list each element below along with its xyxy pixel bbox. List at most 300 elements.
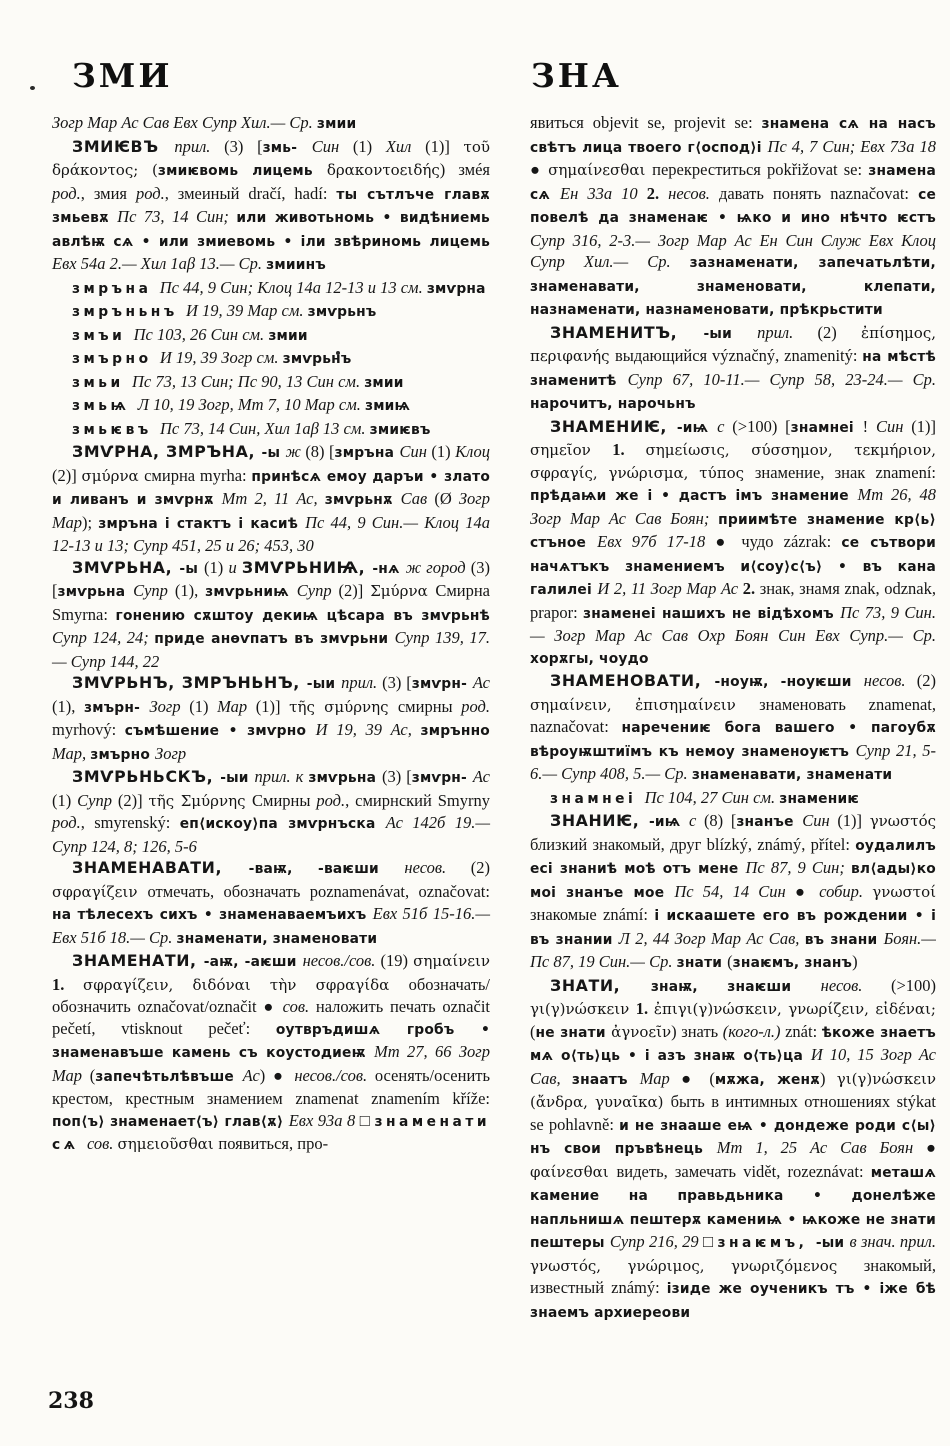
segment-ro: ● чудо zázrak:: [715, 532, 842, 551]
segment-cs: знамена сѧ: [530, 163, 936, 203]
segment-cs: прѣдаѩи же і • дастъ імъ знамение: [530, 488, 858, 504]
segment-it: Ас 142б 19.— Супр 124, 8; 126, 5-6: [52, 813, 490, 856]
segment-cs: знаменавати, знаменати: [691, 767, 893, 783]
segment-it: Супр 124, 24;: [52, 628, 155, 647]
segment-cs: змь-: [262, 139, 312, 156]
segment-ro: , смирнский Smyrny: [345, 790, 490, 810]
segment-gr: δρακοντοειδής: [326, 161, 440, 179]
segment-ro: (1)]: [837, 811, 870, 830]
segment-ro: (Ø: [434, 489, 459, 508]
segment-it: Син: [399, 442, 432, 461]
segment-ro: (1): [52, 790, 78, 810]
segment-cs: знаменеі нашихъ не відѣхомъ: [583, 605, 841, 622]
entry-paragraph: [52, 112, 490, 136]
segment-ro: (8) [: [305, 442, 335, 461]
segment-cs: змиинъ: [266, 257, 326, 273]
segment-hw: ЗНАМЕНОВАТИ,: [550, 671, 715, 690]
entry-paragraph: [52, 766, 490, 857]
segment-it: несов./сов.: [294, 1065, 375, 1085]
column-right: [530, 112, 936, 1324]
segment-it: Мт 2, 11 Ас,: [221, 489, 325, 508]
segment-cs: змѵрн-: [411, 770, 473, 786]
segment-ro: давать понять naznačovat:: [718, 183, 919, 203]
segment-it: Син: [875, 416, 912, 436]
segment-cs: -ноуѭ, -ноуѥши: [714, 674, 864, 690]
segment-gr: σημαίνειν, ἐπισημαίνειν: [530, 695, 760, 714]
entry-paragraph: [530, 810, 936, 975]
segment-cs: съмѣшение • змѵрно: [124, 723, 316, 739]
segment-it: Супр: [77, 790, 118, 810]
segment-it: Пс 87, 9 Син;: [745, 858, 851, 877]
segment-it: род.: [52, 813, 81, 832]
segment-ro: (1),: [52, 696, 84, 716]
segment-b: 1.: [635, 999, 654, 1018]
segment-hw: ЗНАТИ,: [550, 975, 651, 995]
running-head-right: ЗНА: [531, 56, 622, 95]
segment-gr: γνωστός, γνώριμος, γνωριζόμενος: [530, 1256, 864, 1275]
segment-cs: знамнеі: [790, 419, 863, 436]
segment-cs: оутвръдишѧ гробъ • знаменавъше камень съ коустодиеѭ: [52, 1021, 490, 1061]
segment-csp: знаѥмъ,: [717, 1235, 816, 1251]
segment-it: Супр 316, 2-3.— Зогр Мар Ас Ен Син Служ Евх Клоц Супр Хил.— Ср.: [530, 230, 936, 271]
segment-b: 2.: [646, 183, 669, 203]
segment-cs: -аѭ, -аѥши: [203, 954, 303, 970]
segment-ro: (2): [817, 322, 862, 342]
segment-ro: смирна myrha:: [144, 465, 252, 485]
segment-cs: оудалилъ есі знаниѣ моѣ отъ мене: [530, 837, 936, 877]
segment-cs: зазнаменати, запечатьлѣти, знаменавати, знаменовати, клепати, назнаменати, назнаменовати, прѣкрьстити: [530, 255, 936, 318]
segment-ro: (2): [470, 858, 490, 877]
entry-paragraph: [52, 418, 490, 442]
segment-it: (кого-л.): [722, 1021, 786, 1041]
segment-gr: σημειοῦσθαι: [117, 1135, 219, 1153]
segment-ro: □: [703, 1232, 718, 1251]
segment-ro: (3) [: [382, 673, 412, 692]
segment-it: сов.: [282, 997, 316, 1016]
segment-cs: знаменати, знаменовати: [176, 930, 378, 947]
segment-cs: или животьномь • видѣниемь авлѣѭ сѧ • или змиевомь • іли звѣриномь лицемь: [52, 210, 490, 250]
segment-it: несов.: [820, 975, 891, 995]
segment-gr: τῆς Σμύρνης: [148, 791, 253, 810]
entry-paragraph: [52, 857, 490, 950]
entry-paragraph: [52, 300, 490, 324]
segment-it: Супр 67, 10-11.— Супр 58, 23-24.— Ср.: [627, 369, 936, 389]
segment-it: Пс 103, 26 Син см.: [133, 324, 269, 344]
segment-ro: (1)]: [911, 416, 936, 436]
segment-it: прил.: [757, 322, 818, 342]
segment-csp: змьѥвъ: [72, 421, 161, 438]
entry-paragraph: [52, 347, 490, 371]
segment-cs: змии: [316, 116, 357, 132]
segment-it: Супр: [296, 581, 339, 600]
segment-gr: τῆς σμύρνης: [289, 697, 398, 716]
segment-it: собир.: [819, 881, 873, 901]
entry-paragraph: [52, 672, 490, 766]
segment-it: Евх 51б 15-16.— Евх 51б 18.— Ср.: [52, 904, 490, 947]
segment-ro: появиться, про-: [218, 1134, 329, 1153]
segment-it: Л 10, 19 Зогр, Мт 7, 10 Мар см.: [137, 395, 365, 414]
segment-it: Мт 1, 25 Ас Сав Боян: [716, 1138, 927, 1157]
segment-cs: змѵрьнъ: [307, 304, 377, 320]
segment-it: Пс 44, 9 Син.— Клоц 14а 12-13 и 13; Супр 451, 25 и 26; 453, 30: [52, 512, 490, 555]
segment-it: Клоц: [455, 442, 490, 461]
segment-it: Супр 21, 5-6.— Супр 408, 5.— Ср.: [530, 740, 936, 783]
segment-cs: змрънно: [420, 723, 490, 739]
segment-cs: змръна: [334, 445, 400, 461]
segment-it: Мт 27, 66 Зогр Мар: [52, 1042, 490, 1085]
segment-it: прил.: [174, 136, 225, 156]
segment-it: Пс 73, 14 Син, Хил 1аβ 13 см.: [160, 418, 370, 438]
segment-cs: змѵрьнъ: [282, 351, 352, 367]
segment-ro: знамение, знак znamení:: [754, 462, 936, 482]
segment-it: Ас: [472, 767, 490, 786]
segment-ro: осенять/осенить крестом, крестным знамением znamenat znamením kříže:: [52, 1065, 491, 1108]
segment-it: род.: [52, 183, 81, 203]
segment-cs: змиѥвомь лицемь: [157, 163, 327, 179]
segment-cs: мѫжа, женѫ: [714, 1071, 820, 1088]
segment-hw: ЗМѴРНА, ЗМРЪНА,: [72, 442, 262, 461]
segment-ro: выдающийся význačný, znamenitý:: [614, 346, 863, 365]
segment-ro: □: [359, 1110, 375, 1130]
segment-it: Евх 97б 17-18: [597, 532, 716, 551]
segment-cs: меташѧ камение на правьдьника • донелѣже напльнишѧ пештерѫ камениѩ • ѩкоже не знати пештеры: [530, 1164, 936, 1251]
segment-cs: змиѥвъ: [369, 421, 431, 438]
segment-ro: (1)]: [425, 136, 464, 156]
segment-gr: γι(γ)νώσκειν (ἄνδρα, γυναῖκα): [530, 1069, 936, 1111]
segment-cs: змии: [268, 327, 308, 344]
entry-paragraph: [530, 416, 936, 671]
segment-ro: быть в интимных отношениях stýkat se pohlavně:: [530, 1092, 936, 1134]
segment-cs: поп⟨ъ⟩ знаменает⟨ъ⟩ глав⟨ѫ⟩: [52, 1113, 289, 1130]
segment-hw: ЗМѴРЬНИѨ,: [241, 557, 373, 577]
segment-ro: , змеиный dračí, hadí:: [164, 183, 337, 203]
segment-it: род.: [135, 183, 165, 203]
segment-ro: (: [89, 1065, 96, 1085]
segment-gr: σφραγίζειν, διδόναι τὴν σφραγίδα: [83, 975, 409, 994]
segment-it: И 19, 39 Ас,: [315, 720, 421, 739]
segment-it: и: [228, 557, 242, 577]
entry-paragraph: [52, 324, 490, 348]
segment-ro: (1): [352, 136, 386, 156]
segment-ro: ● (: [681, 1068, 715, 1088]
segment-gr: γνωστός: [869, 812, 937, 830]
segment-ro: );: [82, 512, 99, 532]
segment-ro: Смирна Smyrna:: [52, 581, 491, 624]
segment-it: Пс 73, 14 Син;: [117, 207, 237, 226]
segment-gr: σημαίνειν: [413, 952, 490, 970]
segment-cs: -ы: [179, 560, 205, 577]
segment-cs: змръна і стактъ і касиѣ: [98, 515, 306, 532]
segment-gr: ἐπίσημος, περιφανής: [530, 323, 936, 365]
segment-it: И 19, 39 Мар см.: [186, 301, 308, 320]
segment-it: несов.: [404, 858, 471, 877]
segment-ro: ): [852, 952, 858, 971]
segment-hw: ЗМѴРЬНЪ, ЗМРЪНЬНЪ,: [72, 673, 307, 692]
segment-cs: змѵрн-: [411, 676, 473, 692]
segment-cs: въ знани: [804, 931, 884, 948]
segment-hw: ЗНАМЕНАТИ,: [72, 951, 204, 970]
segment-gr: σμύρνα: [81, 466, 145, 485]
segment-ro: ●: [794, 881, 820, 901]
segment-ro: (8) [: [703, 811, 737, 830]
segment-it: Супр 139, 17.— Супр 144, 22: [52, 628, 490, 671]
segment-cs: знаѭ, знаѥши: [650, 978, 821, 995]
segment-it: Син: [311, 136, 353, 156]
segment-cs: знаатъ: [571, 1071, 640, 1088]
entry-paragraph: [52, 557, 490, 673]
segment-hw: ЗНАМЕНАВАТИ,: [72, 858, 249, 877]
segment-b: 1.: [612, 440, 646, 459]
segment-cs: еп⟨искоу⟩па змѵрнъска: [179, 816, 386, 832]
segment-gr: σημεῖον: [530, 441, 613, 459]
segment-ro: (1): [204, 557, 229, 577]
segment-it: Евх 54а 2.— Хил 1аβ 13.— Ср.: [52, 254, 267, 273]
segment-csp: змъи: [72, 327, 134, 344]
segment-it: Евх 93а 8: [288, 1110, 360, 1130]
segment-it: ж город: [405, 557, 471, 577]
segment-hw: ЗМѴРЬНЬСКЪ,: [72, 767, 221, 786]
segment-hw: ЗНАМЕНИѤ,: [550, 416, 677, 436]
segment-ro: ) знать: [671, 1021, 723, 1041]
running-head-left: ЗМИ: [72, 56, 173, 95]
segment-it: Мар,: [52, 743, 91, 763]
segment-ro: (>100) [: [732, 416, 791, 436]
segment-cs: не знати: [535, 1024, 612, 1041]
segment-it: Пс 73, 9 Син.— Зогр Мар Ас Сав Охр Боян Син Евх Супр.— Ср.: [530, 602, 936, 645]
segment-it: Ен 33а 10: [560, 183, 647, 203]
segment-it: род.: [316, 790, 346, 810]
segment-it: род.: [461, 696, 491, 716]
entry-paragraph: [530, 112, 936, 322]
segment-it: несов./сов.: [302, 951, 381, 970]
segment-gr: ἐπιγι(γ)νώσκειν, γνωρίζειν, εἰδέναι;: [653, 1000, 936, 1018]
column-left: [52, 112, 490, 1157]
segment-it: сов.: [86, 1134, 118, 1153]
segment-gr: τοῦ δράκοντος; (: [52, 137, 490, 179]
segment-cs: -ваѭ, -ваѥши: [248, 861, 405, 877]
segment-it: Зогр Мар: [52, 489, 490, 532]
segment-it: ж: [285, 442, 306, 461]
segment-ro: (2)]: [338, 581, 371, 600]
segment-it: Пс 44, 9 Син; Клоц 14а 12-13 и 13 см.: [159, 277, 427, 297]
entry-paragraph: [52, 277, 490, 301]
segment-csp: змьѩ: [72, 398, 138, 414]
segment-cs: змѵрьна: [57, 584, 134, 600]
segment-cs: змѵрьниѩ: [205, 584, 297, 600]
segment-cs: і искаашете его въ рождении • і въ знании: [530, 908, 936, 948]
segment-csp: знамнеі: [550, 790, 645, 807]
segment-ro: (2)]: [117, 790, 149, 810]
segment-cs: -ыи: [220, 770, 255, 786]
segment-ro: (1)]: [255, 696, 290, 716]
segment-csp: змръньнъ: [72, 304, 186, 320]
entry-paragraph: [530, 322, 936, 416]
segment-ro: ●: [926, 1138, 937, 1157]
segment-it: Ас: [472, 673, 490, 692]
segment-cs: ты сътлъче главѫ змьевѫ: [52, 186, 490, 226]
segment-ro: отмечать, обозначать poznamenávat, označovat:: [147, 881, 490, 901]
segment-hw: ЗНАНИѤ,: [550, 811, 649, 830]
segment-cs: приимѣте знамение кр⟨ь⟩стъное: [530, 511, 936, 551]
entry-paragraph: [52, 950, 490, 1157]
segment-gr: Σμύρνα: [370, 582, 436, 600]
segment-it: Ас: [242, 1065, 260, 1085]
segment-ro: явиться objevit se, projevit se:: [530, 113, 762, 132]
segment-ro: (: [727, 952, 733, 971]
segment-gr: σημείωσις, σύσσημον, τεκμήριον, σφραγίς, γνώρισμα, τύπος: [530, 441, 937, 482]
segment-cs: -ы: [261, 445, 286, 461]
segment-cs: -иѩ: [648, 814, 689, 830]
segment-ro: Смирны: [252, 790, 317, 810]
segment-it: Боян.— Пс 87, 19 Син.— Ср.: [530, 928, 936, 971]
ink-speck: [30, 86, 35, 90]
segment-ro: знакомые známí:: [530, 905, 655, 924]
segment-cs: -нѧ: [372, 560, 406, 577]
segment-cs: се повелѣ да знаменаѥ • ѩко и ино нѣчто ѥстъ: [530, 186, 937, 226]
segment-ro: , smyrenský:: [80, 813, 180, 832]
segment-csp: змърно: [72, 351, 160, 367]
segment-it: прил. к: [254, 767, 309, 786]
segment-cs: знати: [676, 955, 728, 971]
segment-ro: смирны: [397, 696, 462, 716]
segment-it: Мт 26, 48 Зогр Мар Ас Сав Боян;: [530, 485, 936, 528]
segment-ro: (2)]: [52, 465, 82, 485]
entry-paragraph: [52, 441, 490, 557]
segment-hw: ЗМИѤВЪ: [72, 136, 175, 156]
segment-it: И 10, 15 Зогр Ас Сав,: [530, 1045, 936, 1088]
segment-it: Пс 104, 27 Син см.: [644, 787, 780, 807]
segment-ro: знак, знамя znak, odznak, prapor:: [530, 579, 937, 622]
entry-paragraph: [52, 371, 490, 395]
page-number: 238: [48, 1388, 94, 1414]
segment-it: Син: [802, 811, 838, 830]
entry-paragraph: [530, 975, 936, 1325]
segment-gr: ἀγνοεῖν: [611, 1022, 672, 1041]
segment-cs: змѵрна: [426, 280, 486, 297]
segment-gr: γνωστοί: [872, 882, 936, 901]
segment-it: И 2, 11 Зогр Мар Ас: [597, 579, 743, 598]
entry-paragraph: [52, 136, 490, 277]
segment-ro: ): [819, 1068, 837, 1088]
segment-cs: и не знааше еѩ • дондеже роди с⟨ы⟩нъ свои пръвѣнець: [530, 1117, 937, 1157]
entry-paragraph: [530, 670, 936, 787]
segment-cs: на тѣлесехъ сихъ • знаменаваемъихъ: [52, 907, 373, 923]
segment-cs: знанъе: [736, 814, 803, 830]
segment-ro: ●: [530, 160, 549, 179]
segment-cs: змиѩ: [364, 398, 411, 414]
segment-ro: , змия: [80, 183, 136, 203]
segment-cs: ѣкоже знаетъ мѧ о⟨ть⟩ць • і азъ знаѭ о⟨ть⟩ца: [530, 1024, 936, 1064]
segment-gr: φαίνεσθαι: [530, 1162, 617, 1181]
segment-it: несов.: [863, 671, 917, 690]
segment-cs: знамениѥ: [779, 790, 860, 807]
entry-paragraph: [52, 394, 490, 418]
segment-it: Зогр Мар Ас Сав Евх Супр Хил.— Ср.: [52, 113, 317, 132]
segment-cs: вл⟨ады⟩ко моі знанъе мое: [530, 861, 936, 901]
segment-it: Супр: [133, 581, 175, 600]
segment-cs: приде анѳѵпатъ въ змѵрьни: [154, 631, 395, 647]
segment-it: Зогр: [155, 743, 187, 763]
segment-ro: ) ●: [259, 1065, 295, 1085]
segment-cs: змѵрьна: [308, 770, 382, 786]
segment-cs: запечѣтьлѣвъше: [95, 1068, 243, 1085]
segment-ro: (3) [: [52, 557, 491, 600]
segment-ro: (1),: [174, 581, 206, 600]
segment-cs: ізиде же оученикъ тъ • іже бѣ знаемъ архиереови: [530, 1281, 937, 1321]
segment-cs: се сътвори начѧтъкъ знамениемъ и⟨соу⟩с⟨ъ⟩ • въ кана галилеі: [530, 535, 936, 598]
segment-it: Пс 4, 7 Син; Евх 73а 18: [767, 136, 936, 156]
segment-ro: (1): [189, 696, 218, 716]
segment-ro: близкий знакомый, друг blízký, známý, přítel:: [530, 834, 856, 854]
segment-ro: (3) [: [381, 767, 412, 786]
segment-csp: змръна: [72, 280, 160, 297]
segment-cs: знаѥмъ, знанъ: [732, 955, 853, 971]
segment-it: Зогр: [149, 696, 190, 716]
segment-cs: -ыи: [703, 325, 758, 342]
segment-gr: σφραγίζειν: [52, 882, 148, 901]
segment-ro: знакомый, известный známý:: [530, 1255, 936, 1297]
segment-b: 1.: [52, 974, 84, 994]
segment-ro: !: [862, 416, 876, 436]
segment-cs: -ыи: [306, 676, 342, 692]
segment-it: Пс 73, 13 Син; Пс 90, 13 Син см.: [132, 371, 365, 391]
segment-cs: знамена сѧ на насъ свѣтъ лица твоего г⟨оспод⟩і: [530, 116, 936, 156]
segment-ro: ) змéя: [439, 160, 490, 179]
segment-ro: перекреститься pokřižovat se:: [652, 160, 869, 179]
segment-cs: гонению сѫштоу декиѩ цѣсара въ змѵрьнѣ: [115, 607, 490, 624]
segment-ro: (: [530, 1021, 536, 1041]
segment-b: 2.: [742, 579, 760, 598]
segment-ro: знаменовать znamenat, naznačovat:: [530, 694, 936, 736]
segment-cs: принѣсѧ емоу даръи • злато и ливанъ и змѵрнѫ: [52, 468, 490, 508]
segment-it: Супр 216, 29: [609, 1232, 703, 1251]
segment-it: Мар: [639, 1068, 682, 1088]
segment-it: Сав: [400, 489, 435, 508]
segment-ro: (>100): [890, 975, 937, 995]
segment-hw: ЗМѴРЬНА,: [72, 557, 180, 577]
segment-cs: -иѩ: [676, 419, 718, 436]
segment-ro: znát:: [785, 1021, 822, 1041]
segment-ro: myrhový:: [52, 720, 125, 739]
segment-cs: змърн-: [84, 699, 150, 716]
segment-ro: (19): [380, 951, 414, 970]
segment-it: несов.: [668, 183, 719, 203]
segment-it: с: [688, 811, 704, 830]
segment-cs: наречениѥ бога вашего • пагоубѫ вѣроуѭштиїмъ къ немоу знаменоуѥтъ: [530, 720, 936, 760]
segment-ro: (1): [431, 442, 456, 461]
segment-cs: нарочитъ, нарочьнъ: [530, 396, 696, 412]
segment-it: Хил: [385, 136, 426, 156]
segment-ro: видеть, замечать vidět, rozeznávat:: [616, 1161, 871, 1181]
segment-cs: на мѣстѣ знаменитѣ: [530, 349, 936, 389]
segment-cs: змѵрьнѫ: [324, 492, 401, 508]
segment-it: Л 2, 44 Зогр Мар Ас Сав,: [618, 928, 805, 948]
segment-ro: обозначать/обозначить označovat/označit ●: [52, 974, 491, 1016]
segment-it: в знач. прил.: [849, 1232, 936, 1251]
segment-csp: знаменати сѧ: [52, 1113, 490, 1153]
segment-it: И 19, 39 Зогр см.: [159, 348, 283, 367]
segment-it: с: [717, 416, 733, 436]
segment-ro: (2): [916, 671, 936, 690]
segment-it: Мар: [217, 696, 256, 716]
segment-cs: -ыи: [815, 1235, 850, 1251]
segment-hw: ЗНАМЕНИТЪ,: [550, 322, 704, 342]
entry-paragraph: [530, 787, 936, 811]
segment-ro: наложить печать označit pečetí, vtisknout pečeť:: [52, 997, 491, 1038]
segment-ro: (3) [: [224, 136, 263, 156]
segment-cs: змии: [364, 374, 404, 391]
segment-it: Пс 54, 14 Син: [674, 881, 795, 901]
